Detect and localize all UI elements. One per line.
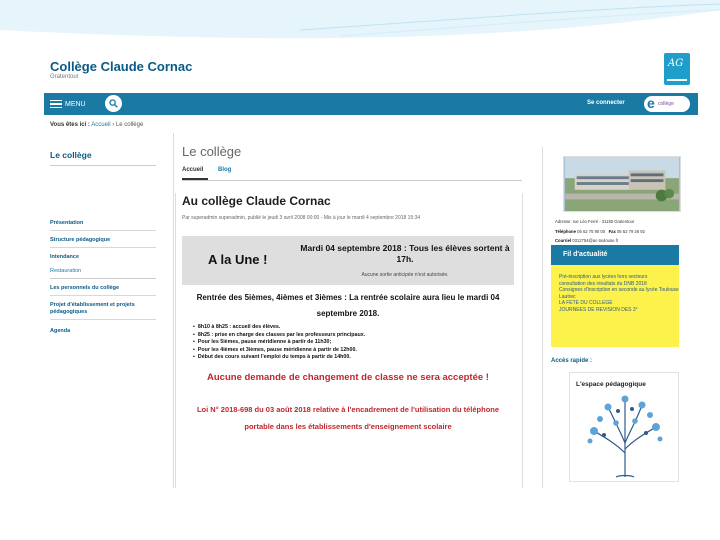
law-announcement-link[interactable]: Loi N° 2018-698 du 03 août 2018 relative à l'encadrement de l'utilisation du téléphone portable dans les établissements d'enseignement scolaire	[196, 405, 500, 431]
fax-value: 05 62 79 26 92	[616, 229, 645, 234]
list-item: ▪ 8h10 à 8h25 : accueil des élèves.	[193, 324, 365, 332]
site-header	[44, 47, 698, 92]
tabs-divider	[182, 180, 522, 181]
rentree-announcement: Rentrée des 5ièmes, 4ièmes et 3ièmes : La rentrée scolaire aura lieu le mardi 04 septembre 2018.	[196, 293, 500, 318]
une-label: A la Une !	[208, 252, 268, 267]
site-subtitle: Gratentour	[50, 74, 79, 80]
list-item: ▪ Pour les 4ièmes et 3ièmes, pause méridienne à partir de 12h00.	[193, 347, 365, 355]
email-value[interactable]: 0312754@ac-toulouse.fr	[572, 238, 619, 243]
breadcrumb-separator: ›	[112, 122, 115, 128]
article-title: Au collège Claude Cornac	[182, 194, 331, 208]
news-item[interactable]: Consignes d'inscription en seconde au lycée Toulouse Lautrec	[559, 287, 679, 300]
list-item: ▪ Début des cours suivant l'emploi du temps à partir de 14h00.	[193, 354, 365, 362]
sidebar-item-structure[interactable]: Structure pédagogique	[50, 237, 156, 248]
page-title: Le collège	[182, 144, 242, 159]
une-headline: Mardi 04 septembre 2018 : Tous les élèves sortent à 17h.	[300, 243, 510, 264]
pedagogical-space-title: L'espace pédagogique	[576, 381, 646, 388]
hamburger-icon	[50, 100, 62, 108]
news-item[interactable]: JOURNEES DE REVISION DES 3°	[559, 306, 638, 313]
ecollege-e-icon: e	[647, 95, 655, 111]
academy-logo-icon[interactable]: AG	[664, 53, 690, 85]
sidebar-item-intendance[interactable]: Intendance	[50, 254, 80, 260]
phone-value: 05 62 75 90 00	[577, 229, 606, 234]
sidebar-item-restauration[interactable]: Restauration	[50, 268, 82, 274]
knowledge-tree-icon	[580, 393, 670, 479]
nav-bar	[44, 93, 698, 115]
ecollege-logo[interactable]	[644, 96, 690, 112]
sidebar	[44, 133, 174, 488]
phone-label: Téléphone	[555, 229, 576, 234]
right-column	[542, 147, 687, 488]
sidebar-title: Le collège	[50, 150, 92, 160]
class-change-warning: Aucune demande de changement de classe ne sera acceptée !	[207, 372, 489, 383]
article-meta: Par superadmin superadmin, publié le jeudi 3 avril 2008 00:00 - Mis à jour le mardi 4 septembre 2018 15:34	[182, 215, 421, 221]
news-item[interactable]: consultation des résultats du DNB 2018	[559, 280, 647, 287]
headline-box	[182, 236, 514, 285]
fax-label: Fax	[608, 229, 616, 234]
site-title[interactable]: Collège Claude Cornac	[50, 59, 193, 74]
news-feed-list	[551, 265, 679, 347]
divider	[50, 165, 156, 166]
une-note: Aucune sortie anticipée n'est autorisée.	[361, 272, 449, 278]
browser-screenshot	[44, 47, 698, 488]
menu-label: MENU	[65, 100, 86, 108]
news-item[interactable]: Pré-inscription aux lycées hors secteurs	[559, 274, 648, 280]
news-feed-header: Fil d'actualité	[551, 245, 679, 265]
news-item[interactable]: LA FETE DU COLLEGE	[559, 300, 613, 307]
list-item: ▪ Pour les 5ièmes, pause méridienne à partir de 11h30;	[193, 339, 365, 347]
breadcrumb-current: Le collège	[115, 122, 144, 128]
breadcrumb-prefix: Vous êtes ici :	[50, 122, 90, 128]
search-icon	[109, 99, 118, 108]
sidebar-item-agenda[interactable]: Agenda	[50, 328, 71, 334]
sidebar-item-presentation[interactable]: Présentation	[50, 220, 156, 231]
school-address: Adresse: rue Léo Ferré - 31150 Gratentour	[555, 219, 635, 224]
breadcrumb-home[interactable]: Accueil	[91, 122, 111, 128]
ecollege-label: collège	[658, 101, 674, 107]
breadcrumb	[50, 122, 143, 128]
school-building-photo	[563, 156, 681, 212]
sidebar-item-personnels[interactable]: Les personnels du collège	[50, 285, 156, 296]
main-content	[175, 133, 530, 488]
schedule-list	[193, 324, 365, 362]
tab-blog[interactable]: Blog	[218, 167, 232, 173]
search-button[interactable]	[105, 95, 122, 112]
login-link[interactable]: Se connecter	[587, 100, 625, 106]
list-item: ▪ 8h25 : prise en charge des classes par les professeurs principaux.	[193, 332, 365, 340]
divider	[50, 278, 156, 279]
school-contact	[555, 227, 645, 245]
quick-access-title: Accès rapide :	[551, 358, 593, 364]
sidebar-item-projet[interactable]: Projet d'établissement et projets pédagogiques	[50, 302, 156, 320]
email-label: Courriel	[555, 238, 572, 243]
tab-accueil[interactable]: Accueil	[182, 167, 204, 173]
pedagogical-space-card[interactable]	[569, 372, 679, 482]
menu-button[interactable]	[50, 97, 86, 111]
